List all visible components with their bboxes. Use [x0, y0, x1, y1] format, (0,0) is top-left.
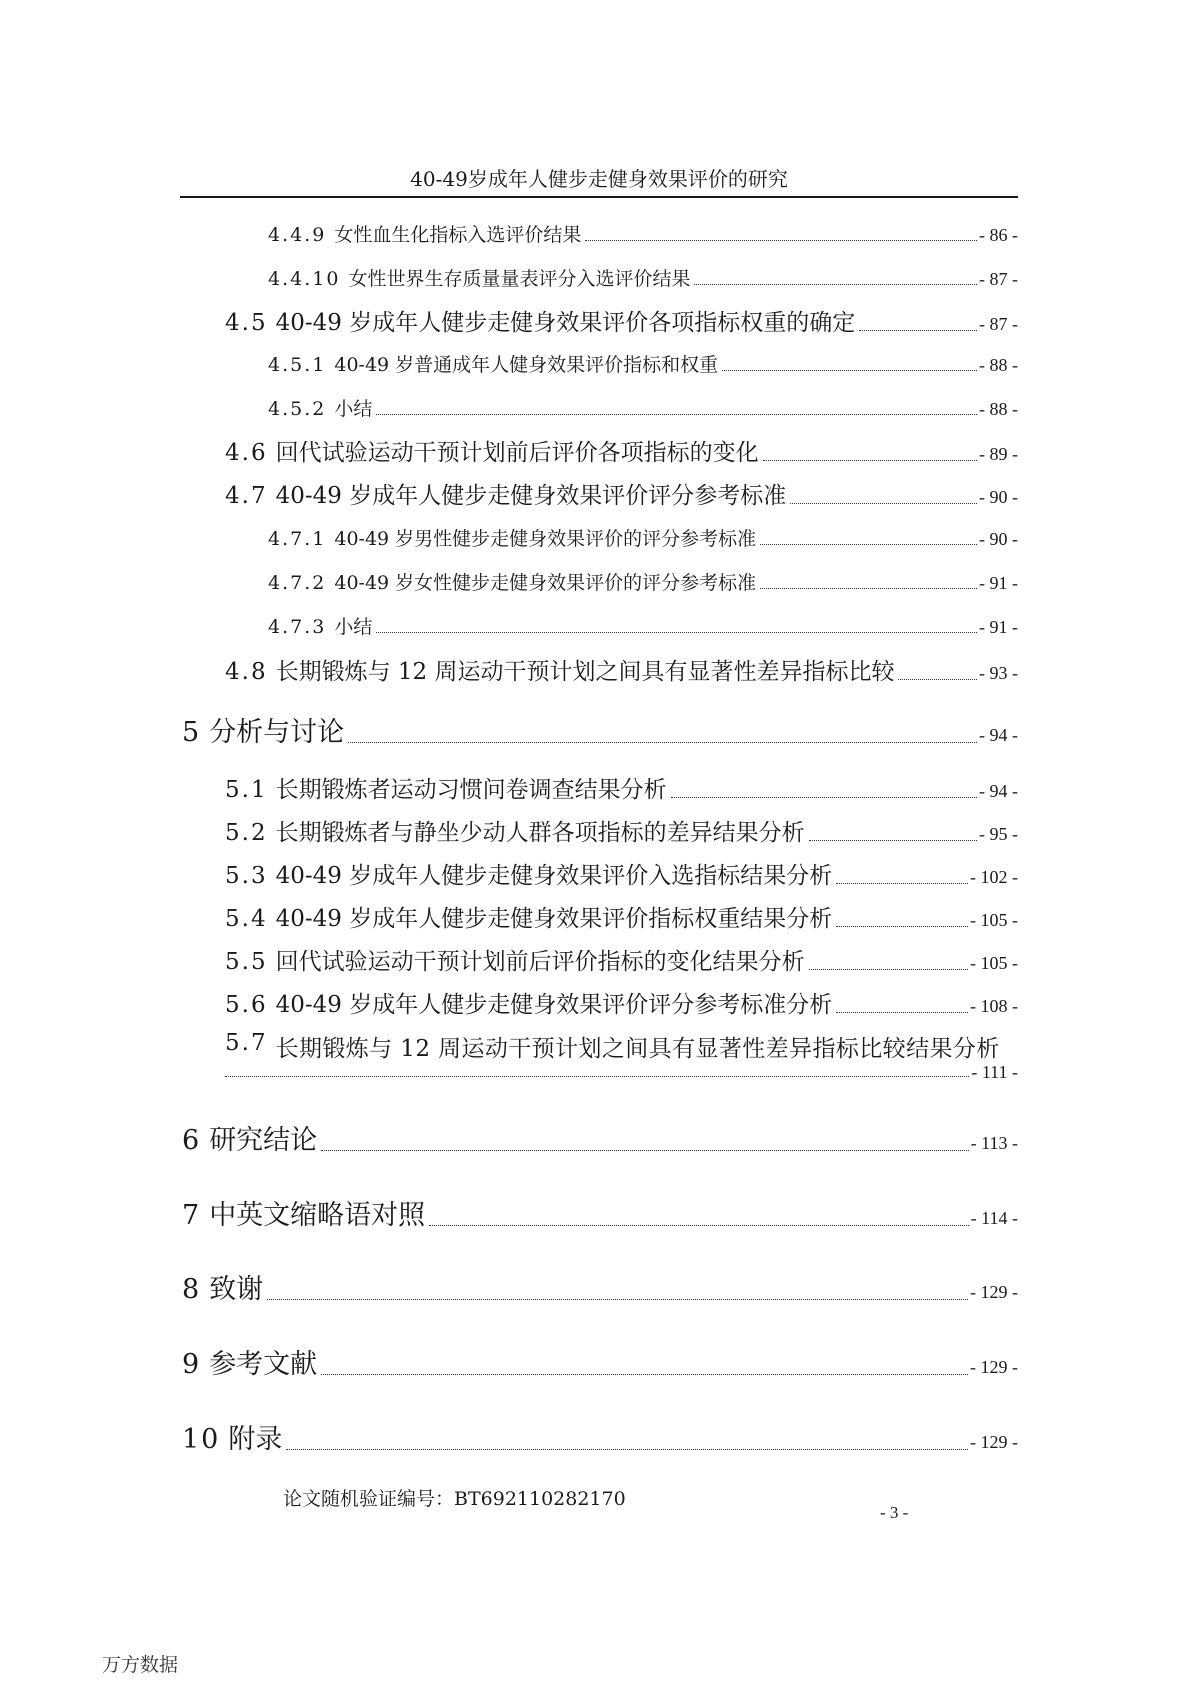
toc-leader: [722, 370, 977, 371]
toc-leader: [376, 632, 977, 633]
toc-number: 9: [182, 1349, 202, 1380]
toc-entry-7[interactable]: [182, 1193, 1018, 1232]
toc-leader: [859, 330, 977, 331]
toc-page: - 113 -: [970, 1133, 1018, 1153]
toc-number: 6: [182, 1125, 202, 1156]
toc-page: - 111 -: [971, 1062, 1018, 1082]
toc-entry-4-6[interactable]: [225, 434, 1018, 467]
toc-number: 5.7: [225, 1030, 268, 1056]
toc-number: 5.5: [225, 949, 268, 975]
toc-number: 5.2: [225, 820, 268, 846]
toc-leader: [225, 1076, 969, 1077]
toc-entry-5-5[interactable]: [225, 943, 1018, 976]
header-rule: [180, 196, 1018, 198]
toc-page: - 88 -: [979, 355, 1018, 375]
toc-title: 分析与讨论: [209, 717, 345, 748]
toc-leader: [836, 883, 968, 884]
toc-entry-5-6[interactable]: [225, 986, 1018, 1019]
toc-title: 40-49 岁女性健步走健身效果评价的评分参考标准: [334, 572, 757, 594]
toc-title: 40-49 岁普通成年人健身效果评价指标和权重: [334, 354, 719, 376]
toc-entry-5-1[interactable]: [225, 771, 1018, 804]
toc-number: 4.7.2: [268, 572, 327, 594]
toc-page: - 102 -: [970, 867, 1018, 887]
toc-entry-4-7-1[interactable]: [268, 524, 1018, 551]
toc-entry-5-7[interactable]: [225, 1030, 1018, 1063]
toc-number: 4.8: [225, 659, 268, 685]
toc-leader: [898, 679, 977, 680]
toc-page: - 114 -: [970, 1208, 1018, 1228]
toc-entry-5-7-continuation[interactable]: [225, 1062, 1018, 1083]
toc-title: 长期锻炼与 12 周运动干预计划之间具有显著性差异指标比较: [275, 659, 895, 685]
toc-page: - 129 -: [970, 1432, 1018, 1452]
toc-title: 小结: [334, 616, 373, 638]
toc-leader: [763, 460, 977, 461]
toc-page: - 90 -: [979, 487, 1018, 507]
toc-page: - 108 -: [970, 996, 1018, 1016]
toc-leader: [286, 1449, 968, 1450]
toc-leader: [321, 1150, 968, 1151]
toc-page: - 87 -: [979, 269, 1018, 289]
toc-title: 附录: [228, 1424, 283, 1455]
toc-number: 8: [182, 1274, 202, 1305]
toc-entry-4-5[interactable]: [225, 304, 1018, 337]
toc-page: - 91 -: [979, 573, 1018, 593]
toc-leader: [836, 1012, 968, 1013]
toc-page: - 87 -: [979, 314, 1018, 334]
toc-entry-4-7[interactable]: [225, 477, 1018, 510]
toc-leader: [585, 240, 977, 241]
toc-leader: [836, 926, 968, 927]
toc-title: 40-49 岁成年人健步走健身效果评价评分参考标准分析: [275, 992, 833, 1018]
toc-page: - 94 -: [979, 781, 1018, 801]
toc-number: 5: [182, 717, 202, 748]
toc-entry-4-7-3[interactable]: [268, 612, 1018, 639]
toc-entry-10[interactable]: [182, 1417, 1018, 1456]
toc-number: 4.7.3: [268, 616, 327, 638]
toc-entry-6[interactable]: [182, 1118, 1018, 1157]
toc-leader: [809, 840, 977, 841]
toc-leader: [760, 588, 977, 589]
running-header-title: 40-49岁成年人健步走健身效果评价的研究: [410, 167, 788, 191]
toc-number: 4.4.9: [268, 224, 327, 246]
toc-entry-8[interactable]: [182, 1267, 1018, 1306]
toc-title: 回代试验运动干预计划前后评价指标的变化结果分析: [275, 949, 805, 975]
toc-title: 长期锻炼者与静坐少动人群各项指标的差异结果分析: [275, 820, 805, 846]
toc-number: 5.3: [225, 863, 268, 889]
toc-leader: [790, 503, 977, 504]
toc-title: 40-49 岁成年人健步走健身效果评价各项指标权重的确定: [275, 310, 856, 336]
toc-title: 女性血生化指标入选评价结果: [334, 224, 582, 246]
toc-entry-4-7-2[interactable]: [268, 568, 1018, 595]
toc-title: 致谢: [209, 1274, 264, 1305]
toc-number: 5.6: [225, 992, 268, 1018]
toc-number: 4.5.2: [268, 398, 327, 420]
toc-entry-5[interactable]: [182, 710, 1018, 749]
page-number: - 3 -: [880, 1503, 909, 1522]
toc-entry-5-4[interactable]: [225, 900, 1018, 933]
toc-number: 5.4: [225, 906, 268, 932]
toc-entry-4-8[interactable]: [225, 653, 1018, 686]
toc-page: - 88 -: [979, 399, 1018, 419]
toc-leader: [671, 797, 977, 798]
toc-title: 长期锻炼者运动习惯问卷调查结果分析: [275, 777, 667, 803]
toc-leader: [321, 1374, 968, 1375]
toc-leader: [760, 544, 977, 545]
toc-number: 7: [182, 1200, 202, 1231]
toc-title: 40-49 岁成年人健步走健身效果评价入选指标结果分析: [275, 863, 833, 889]
watermark-text: 万方数据: [102, 1654, 179, 1676]
toc-page: - 95 -: [979, 824, 1018, 844]
toc-number: 4.7.1: [268, 528, 327, 550]
toc-title: 小结: [334, 398, 373, 420]
toc-number: 4.7: [225, 483, 268, 509]
toc-page: - 91 -: [979, 617, 1018, 637]
toc-page: - 93 -: [979, 663, 1018, 683]
toc-title: 40-49 岁男性健步走健身效果评价的评分参考标准: [334, 528, 757, 550]
toc-leader: [694, 284, 977, 285]
toc-page: - 129 -: [970, 1282, 1018, 1302]
toc-title: 中英文缩略语对照: [209, 1200, 426, 1231]
toc-title: 40-49 岁成年人健步走健身效果评价评分参考标准: [275, 483, 787, 509]
toc-number: 4.4.10: [268, 268, 341, 290]
toc-number: 10: [182, 1424, 221, 1455]
toc-page: - 89 -: [979, 444, 1018, 464]
toc-entry-4-4-10[interactable]: [268, 264, 1018, 291]
toc-number: 4.6: [225, 440, 268, 466]
toc-title: 女性世界生存质量量表评分入选评价结果: [348, 268, 691, 290]
toc-entry-9[interactable]: [182, 1342, 1018, 1381]
toc-page: - 94 -: [979, 725, 1018, 745]
toc-leader: [348, 742, 977, 743]
toc-entry-4-5-2[interactable]: [268, 394, 1018, 421]
toc-number: 4.5.1: [268, 354, 327, 376]
toc-leader: [809, 969, 968, 970]
toc-title: 长期锻炼与 12 周运动干预计划之间具有显著性差异指标比较结果分析: [275, 1036, 1000, 1062]
toc-page: - 105 -: [970, 953, 1018, 973]
toc-title: 40-49 岁成年人健步走健身效果评价指标权重结果分析: [275, 906, 833, 932]
toc-entry-4-4-9[interactable]: [268, 220, 1018, 247]
toc-leader: [429, 1225, 968, 1226]
toc-title: 研究结论: [209, 1125, 318, 1156]
toc-number: 4.5: [225, 310, 268, 336]
verification-code: 论文随机验证编号：BT692110282170: [283, 1488, 626, 1510]
toc-title: 参考文献: [209, 1349, 318, 1380]
toc-page: - 86 -: [979, 225, 1018, 245]
toc-entry-5-3[interactable]: [225, 857, 1018, 890]
toc-page: - 105 -: [970, 910, 1018, 930]
toc-page: - 90 -: [979, 529, 1018, 549]
toc-title: 回代试验运动干预计划前后评价各项指标的变化: [275, 440, 759, 466]
toc-entry-4-5-1[interactable]: [268, 350, 1018, 377]
toc-leader: [267, 1299, 968, 1300]
toc-leader: [376, 414, 977, 415]
toc-page: - 129 -: [970, 1357, 1018, 1377]
toc-entry-5-2[interactable]: [225, 814, 1018, 847]
toc-number: 5.1: [225, 777, 268, 803]
